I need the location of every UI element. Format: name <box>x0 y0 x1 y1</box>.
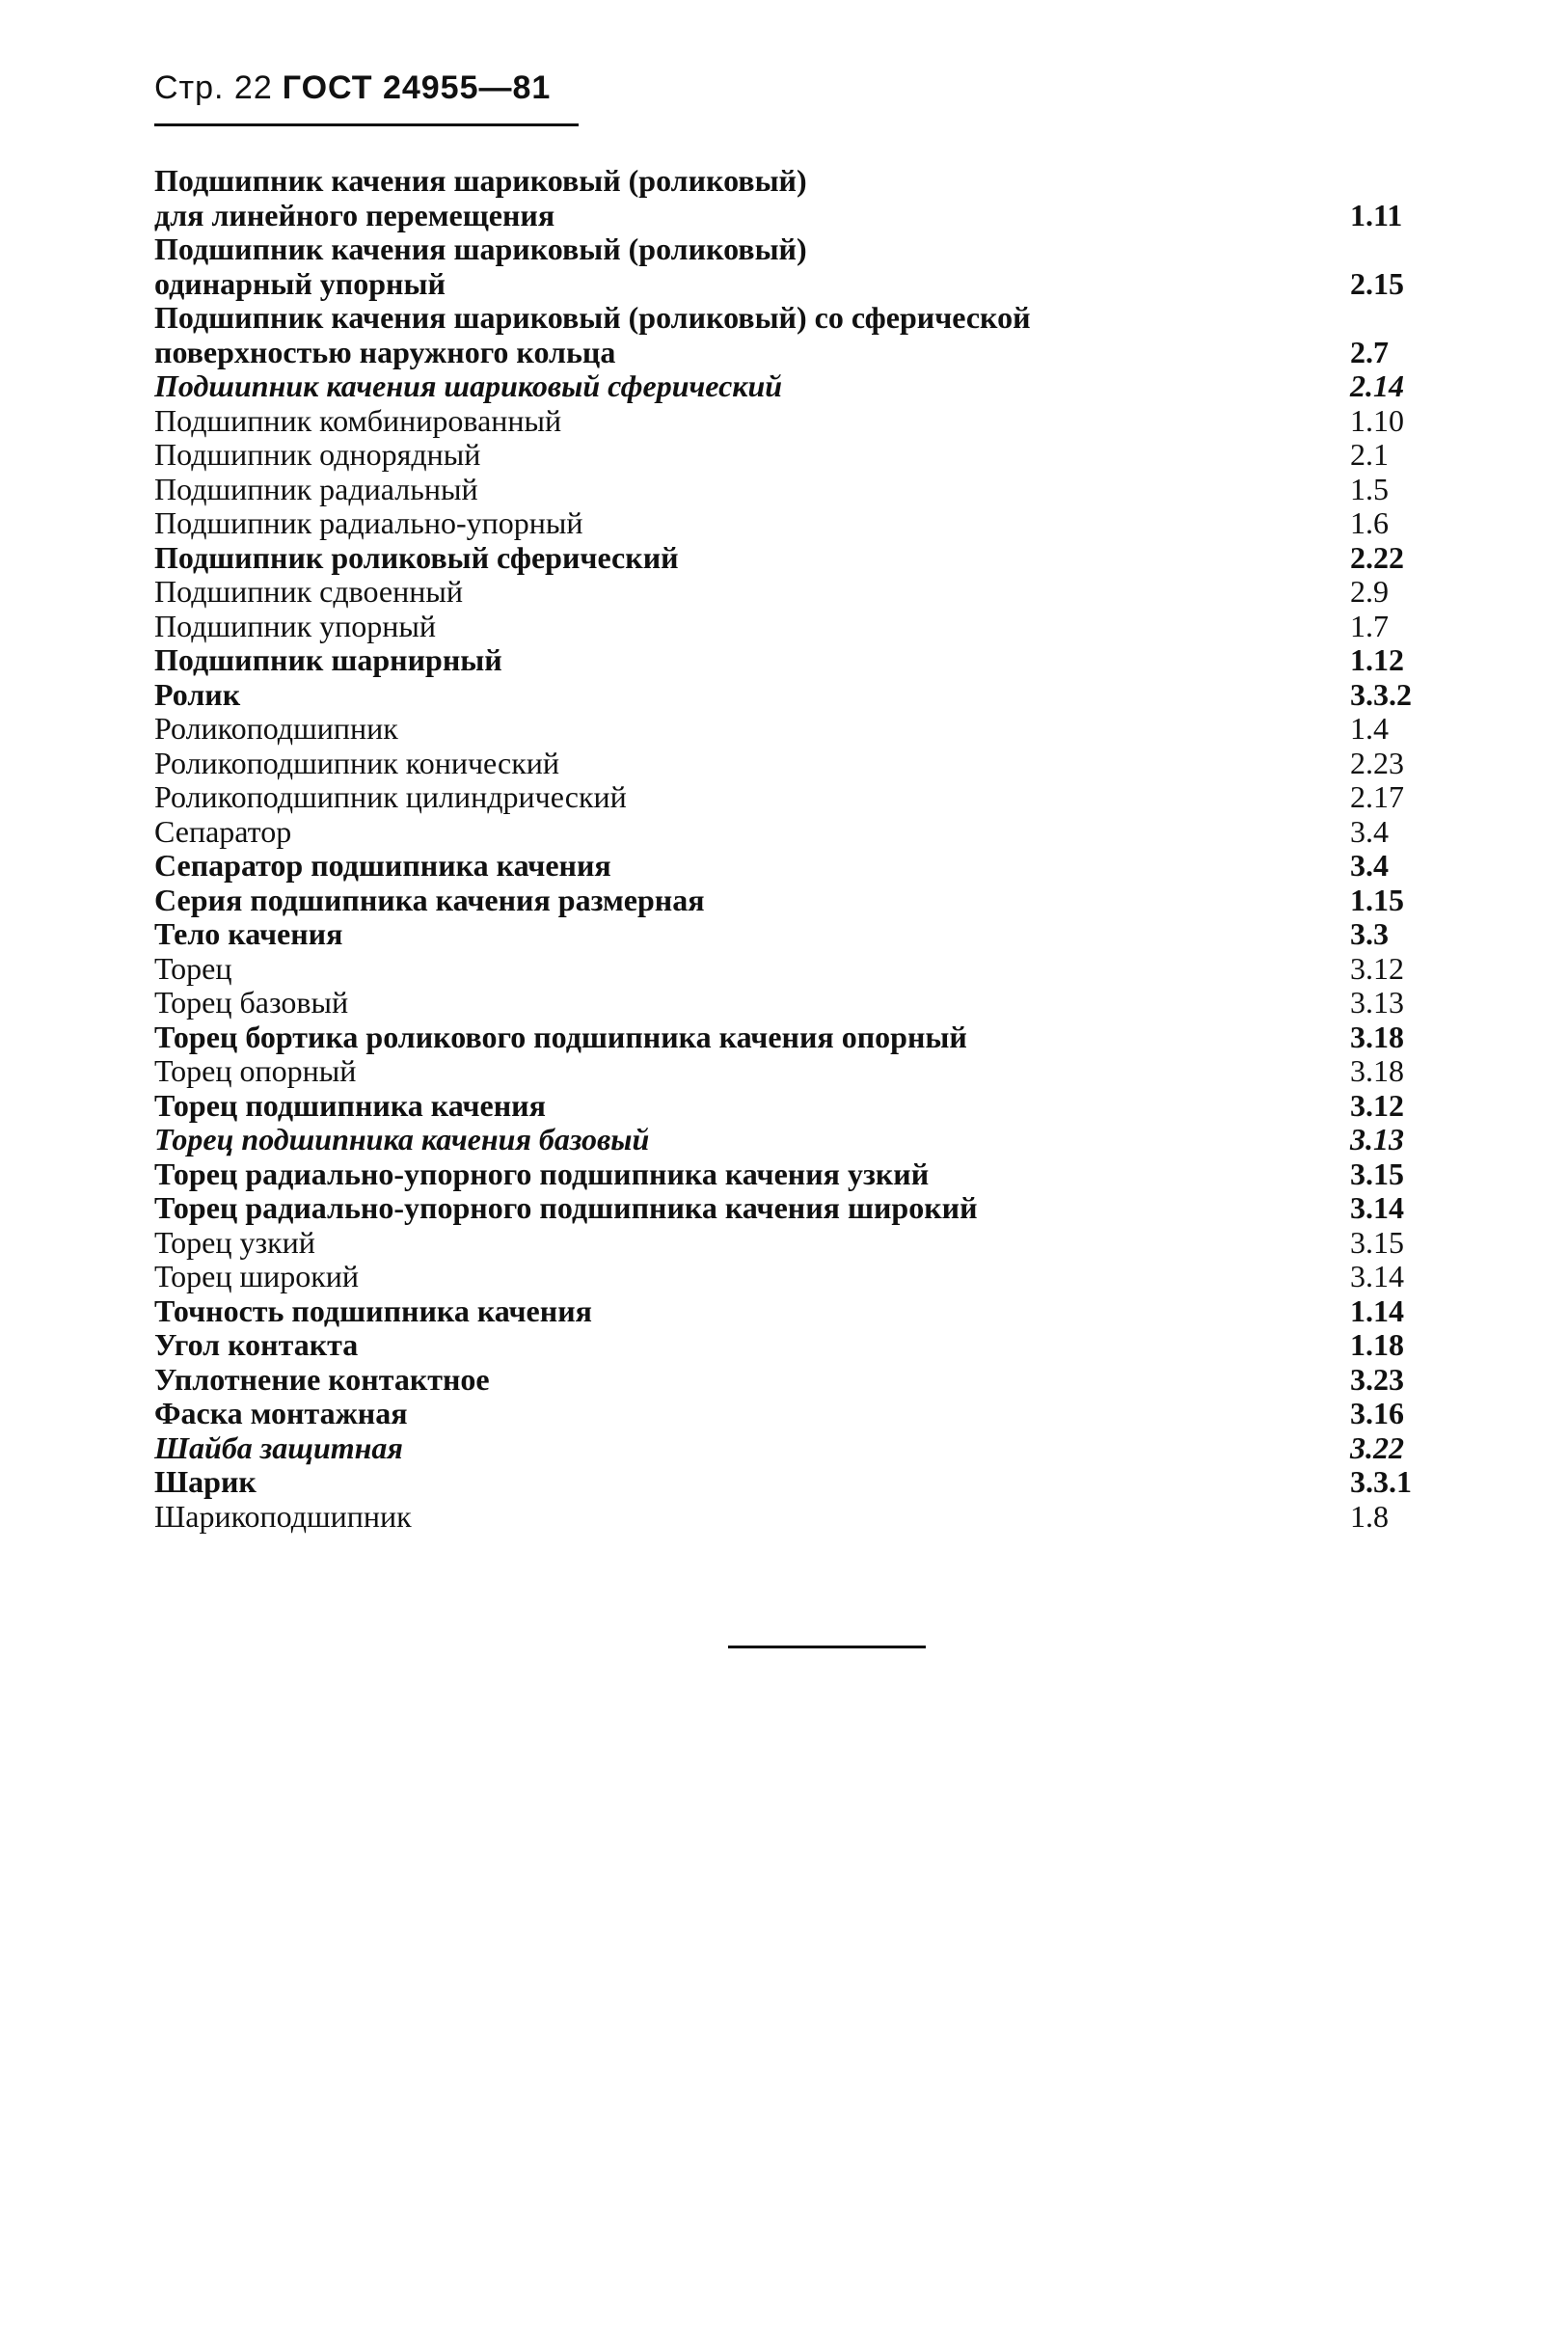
term-text: Подшипник шарнирный <box>154 643 502 677</box>
term-text: Торец радиально-упорного подшипника качения широкий <box>154 1191 978 1225</box>
term-text: Торец подшипника качения базовый <box>154 1123 650 1156</box>
term-text: Торец бортика роликового подшипника качения опорный <box>154 1020 967 1054</box>
term-text: Подшипник комбинированный <box>154 403 562 438</box>
index-entry <box>154 1191 1427 1226</box>
term-text: Торец подшипника качения <box>154 1088 546 1123</box>
term-text: Шарикоподшипник <box>154 1499 412 1534</box>
term-text: Подшипник радиально-упорный <box>154 506 583 540</box>
term-text: Подшипник качения шариковый (роликовый) со сферической <box>154 301 1031 335</box>
index-entry <box>154 1226 1427 1261</box>
section-reference: 3.12 <box>1350 1087 1404 1123</box>
term-text: Подшипник качения шариковый (роликовый) <box>154 164 807 198</box>
term-text: Шайба защитная <box>154 1430 403 1465</box>
term-text: для линейного перемещения <box>154 198 555 232</box>
index-entry <box>154 643 1427 678</box>
section-reference: 3.13 <box>1350 1122 1404 1156</box>
term-text: Роликоподшипник конический <box>154 746 560 780</box>
section-reference: 3.18 <box>1350 1019 1404 1054</box>
section-reference: 3.14 <box>1350 1259 1404 1293</box>
end-rule <box>728 1646 926 1648</box>
section-reference: 3.3 <box>1350 916 1389 951</box>
index-entry <box>154 1020 1427 1055</box>
section-reference: 2.9 <box>1350 574 1389 609</box>
index-entry <box>154 575 1427 610</box>
section-reference: 3.4 <box>1350 848 1389 883</box>
index-entry <box>154 1500 1427 1535</box>
section-reference: 1.4 <box>1350 711 1389 746</box>
term-text: Тело качения <box>154 917 343 951</box>
section-reference: 2.15 <box>1350 265 1404 301</box>
index-entry <box>154 1294 1427 1329</box>
term-text: Подшипник однорядный <box>154 438 481 472</box>
index-entry <box>154 438 1427 473</box>
section-reference: 3.18 <box>1350 1053 1404 1088</box>
section-reference: 3.15 <box>1350 1156 1404 1191</box>
index-entry <box>154 780 1427 815</box>
term-text: Подшипник радиальный <box>154 472 478 506</box>
index-entry <box>154 1397 1427 1431</box>
index-entry <box>154 1431 1427 1466</box>
section-reference: 2.7 <box>1350 334 1389 369</box>
term-text: Торец широкий <box>154 1260 360 1293</box>
page-header <box>154 69 579 107</box>
section-reference: 2.23 <box>1350 745 1404 780</box>
term-text: Фаска монтажная <box>154 1397 408 1430</box>
section-reference: 1.12 <box>1350 642 1404 677</box>
index-entry <box>154 404 1427 439</box>
index-entry <box>154 369 1427 404</box>
index-entry <box>154 678 1427 713</box>
index-entry <box>154 1363 1427 1398</box>
index-entry <box>154 506 1427 541</box>
term-text: Уплотнение контактное <box>154 1362 490 1397</box>
term-text: Роликоподшипник <box>154 712 398 746</box>
term-text: Торец радиально-упорного подшипника качения узкий <box>154 1156 930 1191</box>
term-text: Сепаратор подшипника качения <box>154 849 611 883</box>
term-text: Угол контакта <box>154 1328 359 1362</box>
term-text: Ролик <box>154 677 241 712</box>
index-entry <box>154 232 1427 301</box>
section-reference: 1.11 <box>1350 197 1403 232</box>
section-reference: 3.4 <box>1350 813 1389 849</box>
section-reference: 1.8 <box>1350 1498 1389 1534</box>
index-entry <box>154 1089 1427 1124</box>
index-entry <box>154 1260 1427 1294</box>
section-reference: 1.5 <box>1350 471 1389 506</box>
index-entry <box>154 952 1427 987</box>
index-entry <box>154 1123 1427 1157</box>
term-text: Точность подшипника качения <box>154 1293 592 1328</box>
term-text: Торец <box>154 951 232 986</box>
term-text: Подшипник качения шариковый сферический <box>154 369 783 403</box>
index-entry <box>154 1465 1427 1500</box>
term-index <box>154 164 1427 1534</box>
index-entry <box>154 815 1427 850</box>
section-reference: 3.3.2 <box>1350 676 1412 712</box>
term-text: Торец узкий <box>154 1225 315 1260</box>
section-reference: 3.23 <box>1350 1361 1404 1397</box>
index-entry <box>154 541 1427 576</box>
section-reference: 3.13 <box>1350 985 1404 1020</box>
term-text: Торец базовый <box>154 986 349 1020</box>
term-text: одинарный упорный <box>154 266 446 301</box>
term-text: Подшипник роликовый сферический <box>154 540 679 575</box>
index-entry <box>154 917 1427 952</box>
section-reference: 1.10 <box>1350 402 1404 438</box>
section-reference: 1.15 <box>1350 882 1404 917</box>
term-text: поверхностью наружного кольца <box>154 335 616 369</box>
index-entry <box>154 301 1427 369</box>
standard-designation: ГОСТ 24955—81 <box>282 69 552 106</box>
index-entry <box>154 884 1427 918</box>
section-reference: 1.6 <box>1350 505 1389 540</box>
index-entry <box>154 610 1427 644</box>
term-text: Сепаратор <box>154 814 292 849</box>
section-reference: 2.1 <box>1350 437 1389 472</box>
index-entry <box>154 986 1427 1020</box>
term-text: Подшипник сдвоенный <box>154 575 463 609</box>
section-reference: 3.15 <box>1350 1224 1404 1260</box>
section-reference: 1.18 <box>1350 1327 1404 1362</box>
index-entry <box>154 1157 1427 1192</box>
section-reference: 3.3.1 <box>1350 1464 1412 1499</box>
section-reference: 2.22 <box>1350 539 1404 575</box>
index-entry <box>154 747 1427 781</box>
term-text: Серия подшипника качения размерная <box>154 883 705 917</box>
index-entry <box>154 1054 1427 1089</box>
term-text: Подшипник упорный <box>154 609 437 643</box>
page-number: Стр. 22 <box>154 69 273 106</box>
section-reference: 1.14 <box>1350 1292 1404 1328</box>
term-text: Роликоподшипник цилиндрический <box>154 780 627 814</box>
term-text: Шарик <box>154 1465 257 1499</box>
index-entry <box>154 164 1427 232</box>
section-reference: 3.16 <box>1350 1396 1404 1430</box>
section-reference: 2.14 <box>1350 368 1404 403</box>
section-reference: 3.22 <box>1350 1429 1404 1465</box>
header-rule <box>154 123 579 126</box>
term-text: Торец опорный <box>154 1054 357 1088</box>
section-reference: 3.14 <box>1350 1190 1404 1225</box>
index-entry <box>154 849 1427 884</box>
term-text: Подшипник качения шариковый (роликовый) <box>154 232 807 266</box>
section-reference: 3.12 <box>1350 950 1404 986</box>
section-reference: 1.7 <box>1350 608 1389 643</box>
section-reference: 2.17 <box>1350 779 1404 814</box>
index-entry <box>154 473 1427 507</box>
index-entry <box>154 1328 1427 1363</box>
index-entry <box>154 712 1427 747</box>
